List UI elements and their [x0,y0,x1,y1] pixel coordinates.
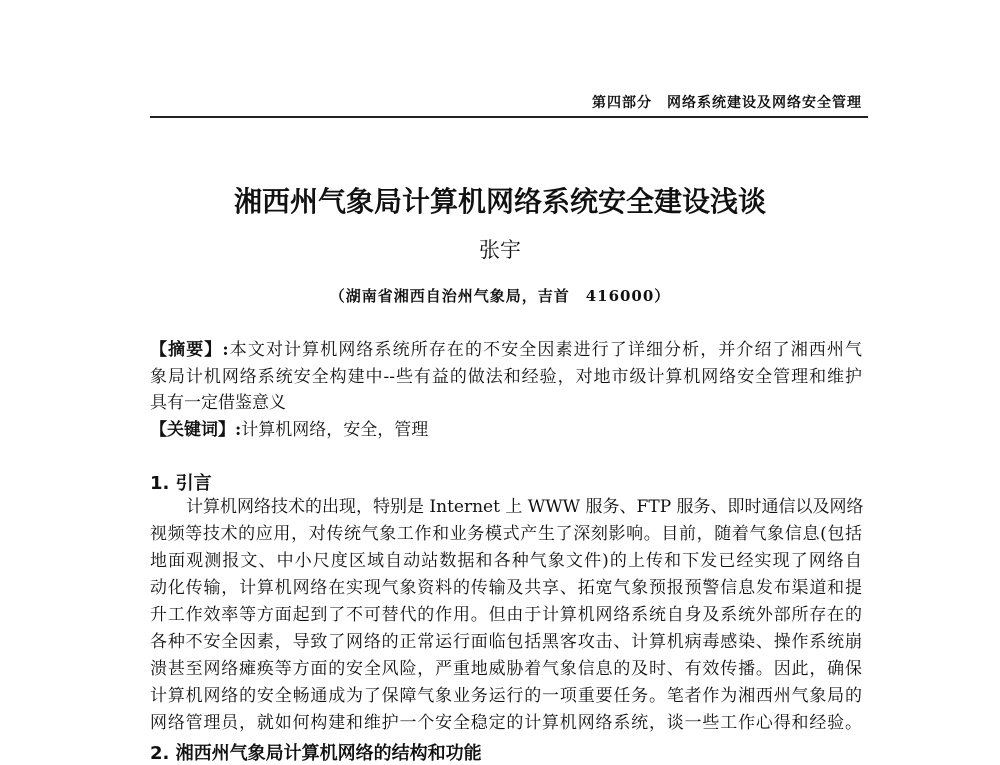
body-line: 计算机网络的安全畅通成为了保障气象业务运行的一项重要任务。笔者作为湘西州气象局的 [150,686,862,706]
abstract-text: 本文对计算机网络系统所存在的不安全因素进行了详细分析，并介绍了湘西州气 [228,340,863,360]
keywords-label: 【关键词】: [150,420,242,440]
body-line: 视频等技术的应用，对传统气象工作和业务模式产生了深刻影响。目前，随着气象信息(包括 [150,524,862,544]
keywords-text: 计算机网络，安全，管理 [241,420,429,440]
abstract-label: 【摘要】: [150,340,229,360]
header-rule [150,116,868,118]
body-line: 地面观测报文、中小尺度区域自动站数据和各种气象文件)的上传和下发已经实现了网络自 [150,551,862,571]
body-line: 动化传输，计算机网络在实现气象资料的传输及共享、拓宽气象预报预警信息发布渠道和提 [150,578,862,598]
article-title: 湘西州气象局计算机网络系统安全建设浅谈 [233,185,766,218]
affiliation: （湖南省湘西自治州气象局，吉首 416000） [329,287,671,305]
author: 张宇 [479,238,521,262]
body-line: 计算机网络技术的出现，特别是 Internet 上 WWW 服务、FTP 服务、即时通信以及网络 [186,497,864,517]
section-heading-1: 1. 引言 [150,473,212,494]
section-heading-2: 2. 湘西州气象局计算机网络的结构和功能 [150,743,482,764]
abstract-line [150,340,862,360]
keywords-line [150,420,862,440]
abstract-line: 具有一定借鉴意义 [150,393,286,413]
abstract-line: 象局计机网络系统安全构建中--些有益的做法和经验，对地市级计算机网络安全管理和维护 [150,367,862,387]
body-line: 各种不安全因素，导致了网络的正常运行面临包括黑客攻击、计算机病毒感染、操作系统崩 [150,632,862,652]
body-line: 升工作效率等方面起到了不可替代的作用。但由于计算机网络系统自身及系统外部所存在的 [150,605,862,625]
running-header: 第四部分 网络系统建设及网络安全管理 [592,95,862,111]
body-line: 溃甚至网络瘫痪等方面的安全风险，严重地威胁着气象信息的及时、有效传播。因此，确保 [150,659,862,679]
body-line: 网络管理员，就如何构建和维护一个安全稳定的计算机网络系统，谈一些工作心得和经验。 [150,713,862,733]
